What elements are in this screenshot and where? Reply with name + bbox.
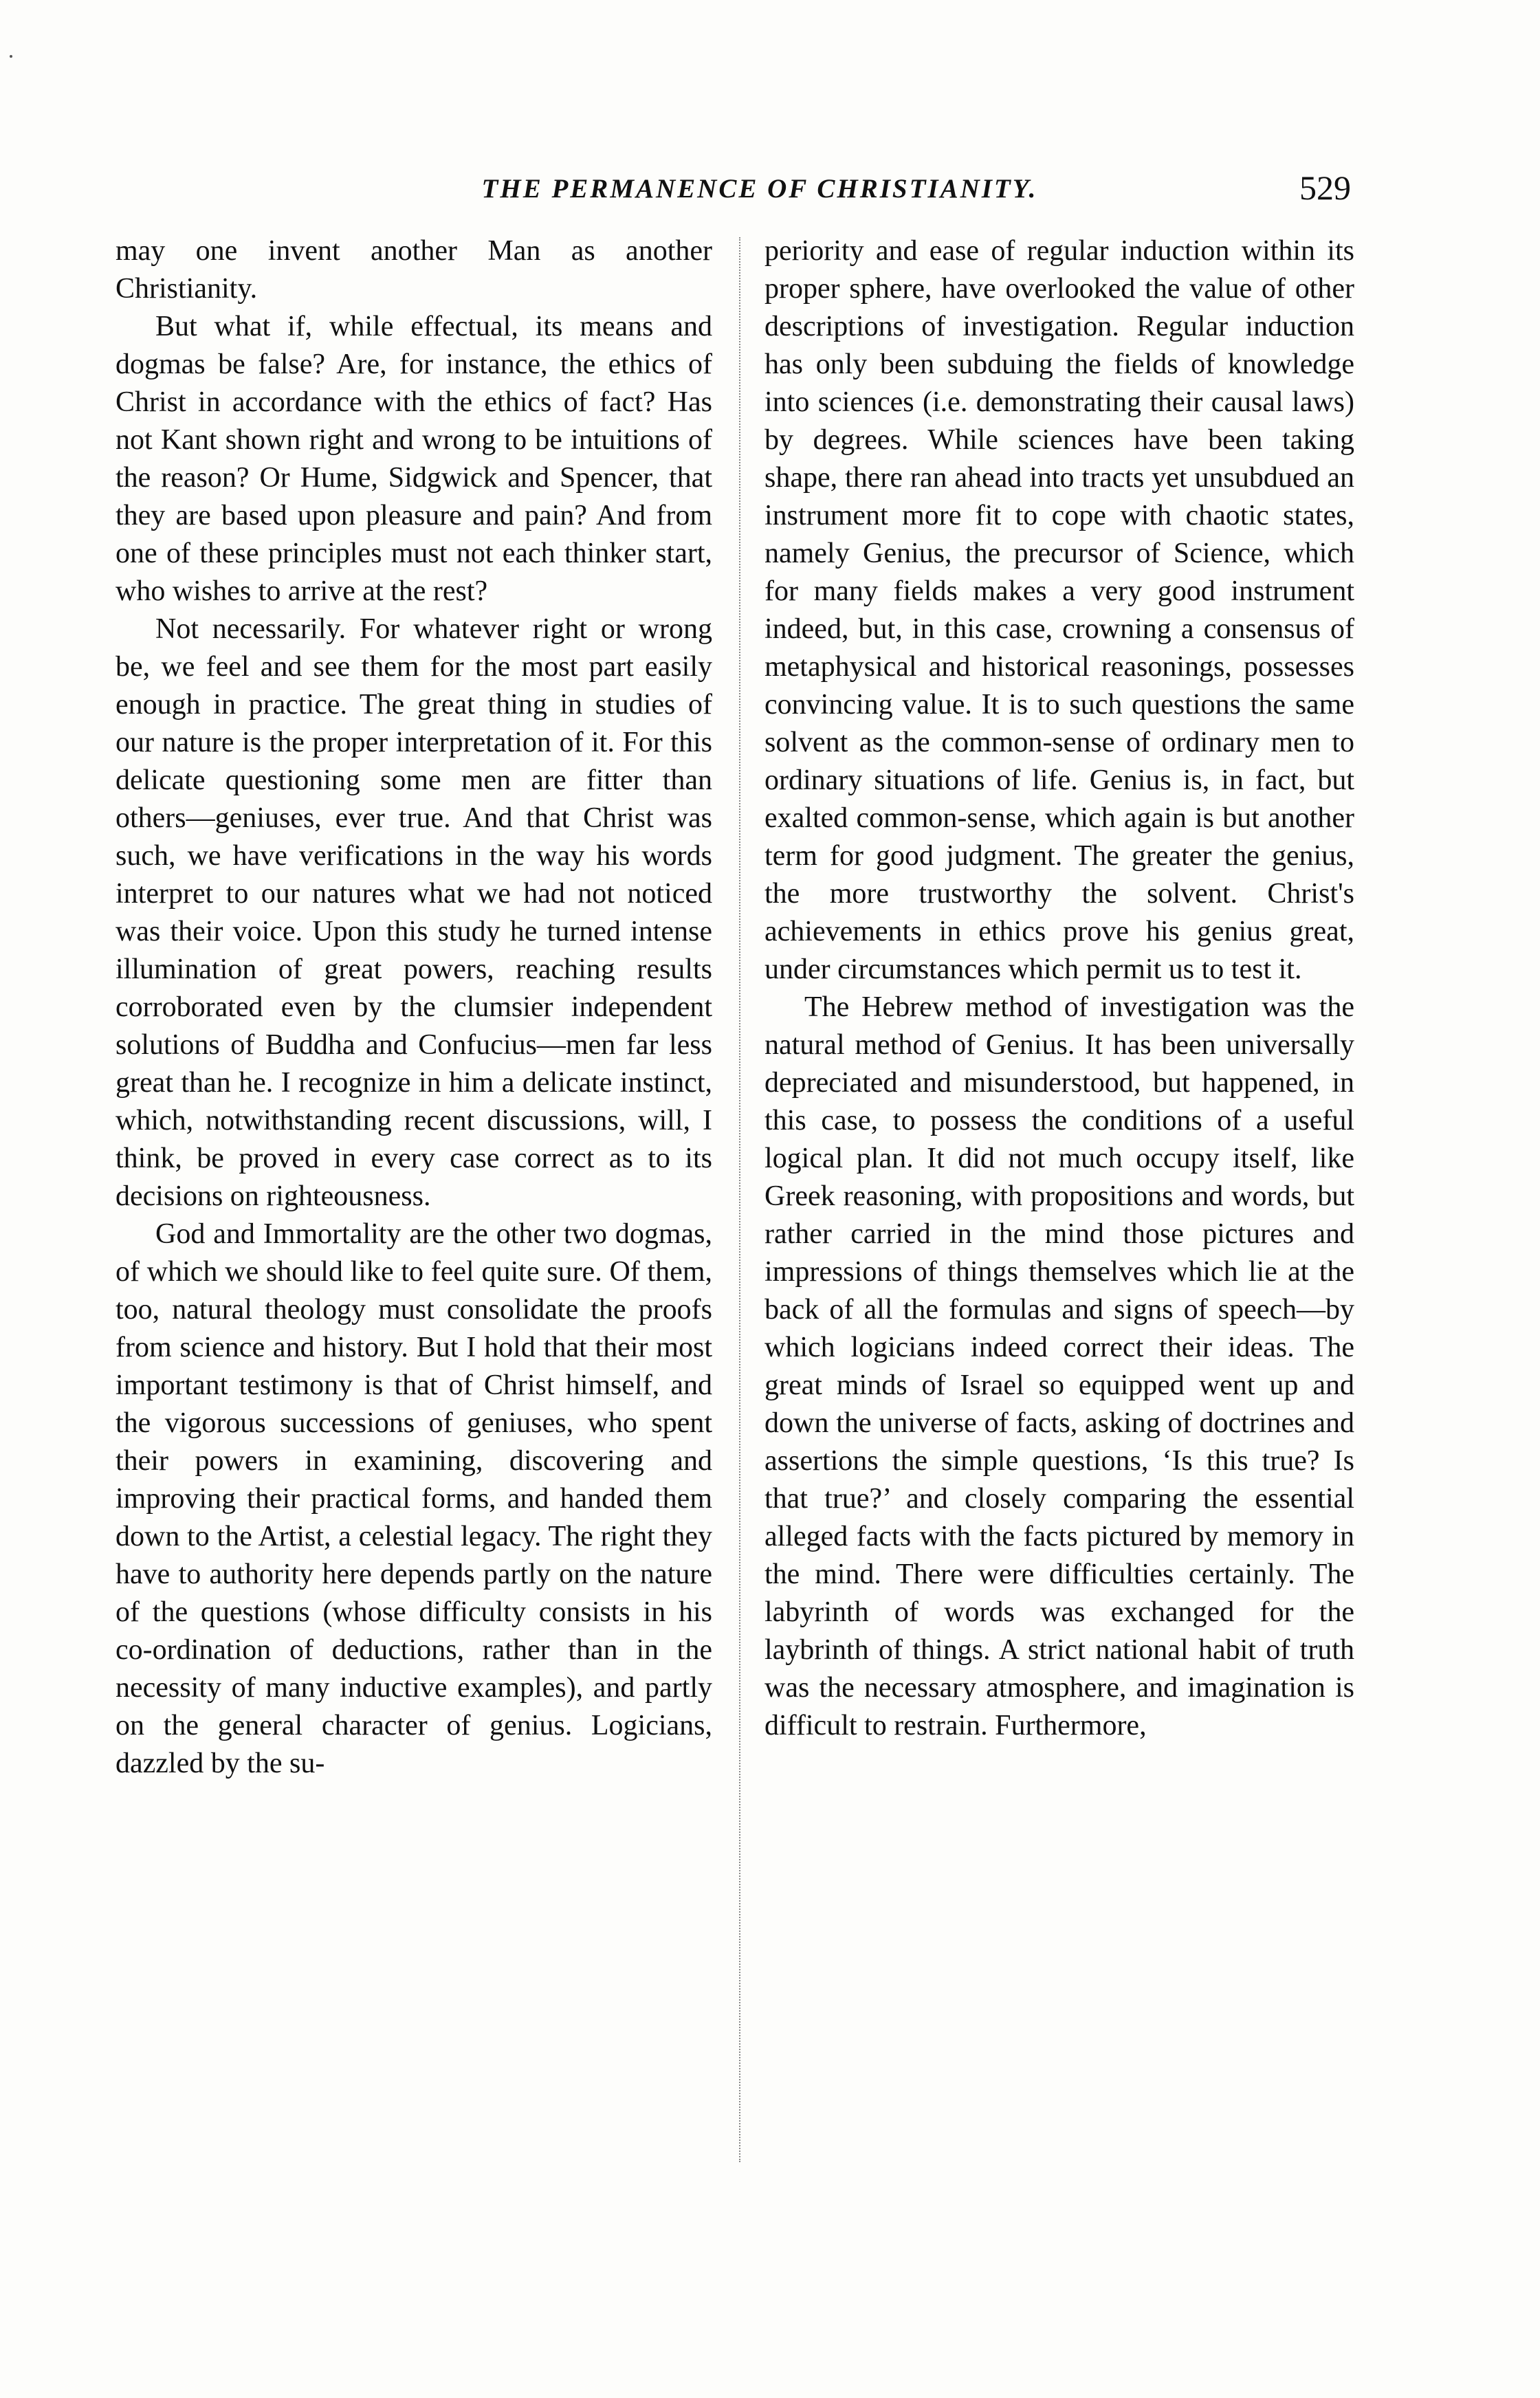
- paragraph: Not necessarily. For whatever right or wrong be, we feel and see them for the most part easily enough in practice. The great thing in studies of our nature is the proper interpretation of it. For this delicate questioning some men are fitter than others—geniuses, ever true. And that Christ was such, we have verifications in the way his words interpret to our natures what we had not noticed was their voice. Upon this study he turned intense illumination of great powers, reaching results corroborated even by the clumsier independent solutions of Buddha and Confucius—men far less great than he. I recognize in him a delicate instinct, which, notwithstanding recent discussions, will, I think, be proved in every case correct as to its decisions on righteousness.: [116, 613, 712, 1212]
- paragraph-continued: may one invent another Man as another Christianity.: [116, 235, 712, 305]
- paragraph: The Hebrew method of investigation was the natural method of Genius. It has been universally depreciated and misunderstood, but happened, in this case, to possess the conditions of a useful logical plan. It did not much occupy itself, like Greek reasoning, with propositions and words, but rather carried in the mind those pictures and impressions of things themselves which lie at the back of all the formulas and signs of speech—by which logicians indeed correct their ideas. The great minds of Israel so equipped went up and down the universe of facts, asking of doctrines and assertions the simple questions, ‘Is this true? Is that true?’ and closely comparing the essential alleged facts with the facts pictured by memory in the mind. There were difficulties certainly. The labyrinth of words was exchanged for the laybrinth of things. A strict national habit of truth was the necessary atmosphere, and imagination is difficult to restrain. Furthermore,: [764, 991, 1354, 1741]
- paragraph: God and Immortality are the other two dogmas, of which we should like to feel quite sure. Of them, too, natural theology must consolidate the proofs from science and history. But I hold that their most important testimony is that of Christ himself, and the vigorous successions of geniuses, who spent their powers in examining, discovering and improving their practical forms, and handed them down to the Artist, a celestial legacy. The right they have to authority here depends partly on the nature of the questions (whose difficulty consists in his co-ordination of deductions, rather than in the necessity of many inductive examples), and partly on the general character of genius. Logicians, dazzled by the su-: [116, 1218, 712, 1779]
- left-column: [116, 232, 712, 1783]
- page-number: 529: [1299, 168, 1351, 207]
- scan-speck: [10, 55, 12, 58]
- right-column: [764, 232, 1354, 1745]
- paragraph: But what if, while effectual, its means and dogmas be false? Are, for instance, the ethics of Christ in accordance with the ethics of fact? Has not Kant shown right and wrong to be intuitions of the reason? Or Hume, Sidgwick and Spencer, that they are based upon pleasure and pain? And from one of these principles must not each thinker start, who wishes to arrive at the rest?: [116, 311, 712, 607]
- column-divider: [739, 237, 740, 2162]
- running-title: THE PERMANENCE OF CHRISTIANITY.: [481, 174, 1038, 204]
- paragraph-continued: periority and ease of regular induction within its proper sphere, have overlooked the value of other descriptions of investigation. Regular induction has only been subduing the fields of knowledge into sciences (i.e. demonstrating their causal laws) by degrees. While sciences have been taking shape, there ran ahead into tracts yet unsubdued an instrument more fit to cope with chaotic states, namely Genius, the precursor of Science, which for many fields makes a very good instrument indeed, but, in this case, crowning a consensus of metaphysical and historical reasonings, possesses convincing value. It is to such questions the same solvent as the common-sense of ordinary men to ordinary situations of life. Genius is, in fact, but exalted common-sense, which again is but another term for good judgment. The greater the genius, the more trustworthy the solvent. Christ's achievements in ethics prove his genius great, under circumstances which permit us to test it.: [764, 235, 1354, 985]
